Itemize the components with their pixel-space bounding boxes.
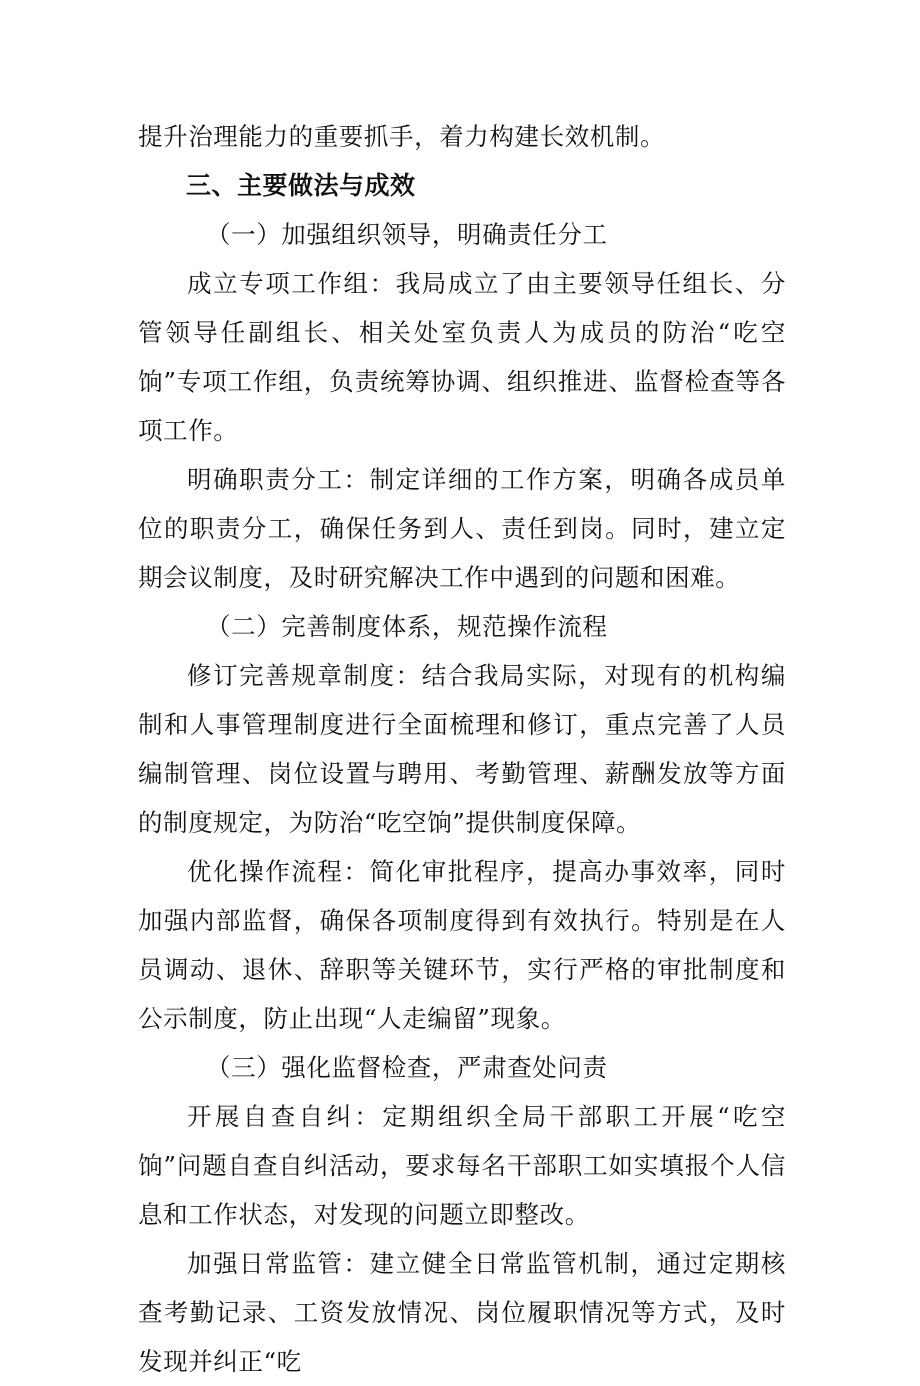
document-body [138, 112, 786, 1386]
paragraph-daily-supervision: 加强日常监管：建立健全日常监管机制，通过定期核查考勤记录、工资发放情况、岗位履职情况等方式，及时发现并纠正“吃 [138, 1249, 786, 1376]
paragraph-continuation: 提升治理能力的重要抓手，着力构建长效机制。 [138, 122, 666, 151]
paragraph-working-group: 成立专项工作组：我局成立了由主要领导任组长、分管领导任副组长、相关处室负责人为成员的防治“吃空饷”专项工作组，负责统筹协调、组织推进、监督检查等各项工作。 [138, 269, 786, 445]
paragraph-self-inspection: 开展自查自纠：定期组织全局干部职工开展“吃空饷”问题自查自纠活动，要求每名干部职工如实填报个人信息和工作状态，对发现的问题立即整改。 [138, 1102, 786, 1229]
section-heading-3: 三、主要做法与成效 [186, 171, 416, 200]
paragraph-process: 优化操作流程：简化审批程序，提高办事效率，同时加强内部监督，确保各项制度得到有效执行。特别是在人员调动、退休、辞职等关键环节，实行严格的审批制度和公示制度，防止出现“人走编留”现象。 [138, 857, 786, 1033]
subsection-heading-1: （一）加强组织领导，明确责任分工 [206, 220, 608, 249]
paragraph-regulations: 修订完善规章制度：结合我局实际，对现有的机构编制和人事管理制度进行全面梳理和修订，重点完善了人员编制管理、岗位设置与聘用、考勤管理、薪酬发放等方面的制度规定，为防治“吃空饷”提供制度保障。 [138, 661, 786, 837]
subsection-heading-3: （三）强化监督检查，严肃查处问责 [206, 1053, 608, 1082]
paragraph-responsibilities: 明确职责分工：制定详细的工作方案，明确各成员单位的职责分工，确保任务到人、责任到岗。同时，建立定期会议制度，及时研究解决工作中遇到的问题和困难。 [138, 465, 786, 592]
subsection-heading-2: （二）完善制度体系，规范操作流程 [206, 612, 608, 641]
